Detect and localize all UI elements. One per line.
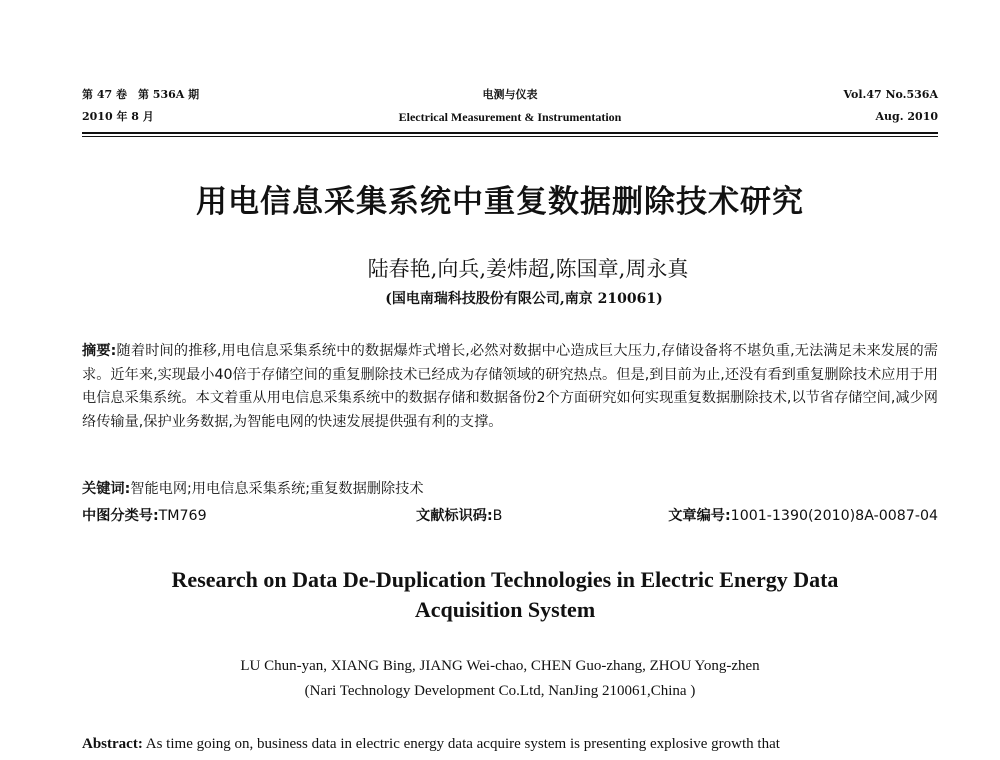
authors-cn: 陆春艳,向兵,姜炜超,陈国章,周永真 [367,257,689,281]
journal-name-en: Electrical Measurement & Instrumentation [398,110,622,124]
article-number [668,504,938,528]
keywords-cn-label: 关键词: [82,481,131,497]
header-divider [82,132,938,137]
clc-label: 中图分类号: [82,508,159,524]
clc-value: TM769 [158,508,207,524]
doc-code-label: 文献标识码: [416,508,493,524]
journal-name-cn: 电测与仪表 [482,88,538,101]
abstract-en-label: Abstract: [82,736,143,752]
paper-title-cn: 用电信息采集系统中重复数据删除技术研究 [196,184,804,220]
clc-number [82,504,207,528]
volume-issue-en: Vol.47 No.536A [843,88,938,101]
journal-header [82,84,938,136]
date-en: Aug. 2010 [875,110,938,123]
date-cn: 2010 年 8 月 [82,110,154,123]
paper-title-en: Research on Data De-Duplication Technologies in Electric Energy Data Acquisition System [171,567,839,622]
abstract-en [82,734,938,754]
header-row-bottom [82,106,938,128]
article-number-label: 文章编号: [668,508,731,524]
doc-code [416,504,502,528]
affiliation-cn: (国电南瑞科技股份有限公司,南京 210061) [385,291,663,307]
abstract-cn [82,340,938,434]
doc-code-value: B [492,508,503,524]
volume-issue-cn: 第 47 卷 第 536A 期 [82,88,200,101]
header-row-top [82,84,938,106]
keywords-cn-text: 智能电网;用电信息采集系统;重复数据删除技术 [130,481,424,497]
keywords-cn [82,478,938,501]
abstract-cn-text: 随着时间的推移,用电信息采集系统中的数据爆炸式增长,必然对数据中心造成巨大压力,存储设备将不堪负重,无法满足未来发展的需求。近年来,实现最小40倍于存储空间的重复删除技术已经成为存储领域的研究热点。但是,到目前为止,还没有看到重复删除技术应用于用电信息采集系统。本文着重从用电信息采集系统中的数据存储和数据备份2个方面研究如何实现重复数据删除技术,以节省存储空间,减少网络传输量,保护业务数据,为智能电网的快速发展提供强有利的支撑。 [82,343,938,430]
authors-en: LU Chun-yan, XIANG Bing, JIANG Wei-chao, CHEN Guo-zhang, ZHOU Yong-zhen [240,658,760,674]
classification-row [82,504,938,528]
affiliation-en: (Nari Technology Development Co.Ltd, NanJing 210061,China ) [304,683,696,699]
abstract-en-text: As time going on, business data in electric energy data acquire system is presenting explosive growth that [145,736,780,752]
article-number-value: 1001-1390(2010)8A-0087-04 [730,508,938,524]
abstract-cn-label: 摘要: [82,343,117,359]
